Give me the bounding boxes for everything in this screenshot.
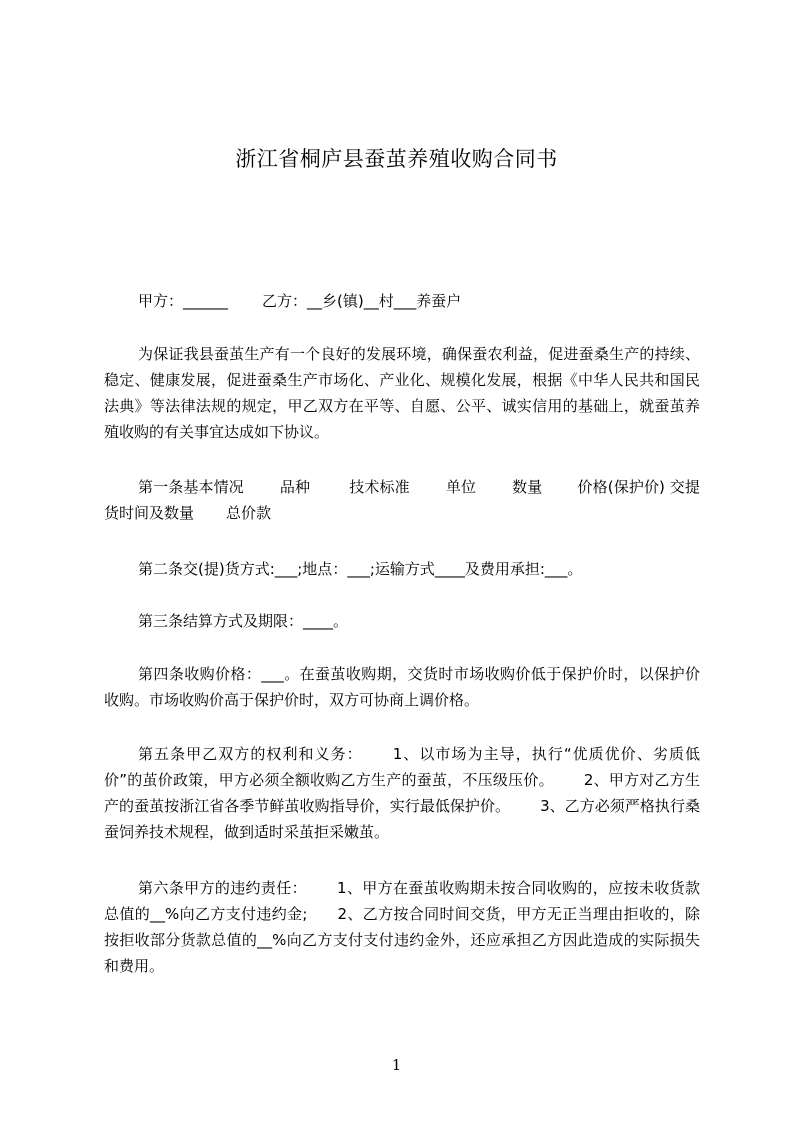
article-1-column: 技术标准 (349, 478, 410, 496)
article-2: 第二条交(提)货方式:___;地点：___;运输方式____及费用承担:___。 (138, 560, 583, 578)
article-1-column: 单位 (445, 478, 477, 496)
article-5-item: 2、甲方对乙方生产的蚕茧按浙江省各季节鲜茧收购指导价，实行最低保护价。 (104, 771, 700, 815)
party-a: 甲方：______ (138, 292, 229, 310)
article-1 (104, 474, 700, 526)
article-5-item: 1、以市场为主导，执行“优质优价、劣质低价”的茧价政策，甲方必须全额收购乙方生产的蚕茧，不压级压价。 (104, 745, 700, 789)
article-3: 第三条结算方式及期限：____。 (138, 612, 349, 630)
page-number: 1 (391, 1056, 402, 1074)
parties-line (104, 288, 700, 314)
article-1-column: 品种 (279, 478, 311, 496)
article-4: 第四条收购价格：___。在蚕茧收购期，交货时市场收购价低于保护价时，以保护价收购。市场收购价高于保护价时，双方可协商上调价格。 (104, 665, 700, 709)
document-title: 浙江省桐庐县蚕茧养殖收购合同书 (235, 147, 558, 171)
article-6-item: 1、甲方在蚕茧收购期未按合同收购的，应按未收货款总值的__%向乙方支付违约金; (104, 879, 700, 923)
intro-paragraph: 为保证我县蚕茧生产有一个良好的发展环境，确保蚕农利益，促进蚕桑生产的持续、稳定、健康发展，促进蚕桑生产市场化、产业化、规模化发展，根据《中华人民共和国民法典》等法律法规的规定，甲乙双方在平等、自愿、公平、诚实信用的基础上，就蚕茧养殖收购的有关事宜达成如下协议。 (104, 345, 700, 441)
article-5-heading: 第五条甲乙双方的权利和义务： (138, 745, 363, 763)
party-b: 乙方：__乡(镇)__村___养蚕户 (262, 292, 462, 310)
article-1-column: 交提货时间及数量 (104, 478, 700, 522)
article-6-heading: 第六条甲方的违约责任： (138, 879, 308, 897)
article-1-column: 总价款 (226, 504, 272, 522)
article-6-item: 2、乙方按合同时间交货，甲方无正当理由拒收的，除按拒收部分货款总值的__%向乙方支付支付违约金外，还应承担乙方因此造成的实际损失和费用。 (104, 905, 701, 975)
article-5-item: 3、乙方必须严格执行桑蚕饲养技术规程，做到适时采茧拒采嫩茧。 (104, 797, 700, 841)
article-6 (104, 875, 700, 979)
article-1-heading: 第一条基本情况 (138, 478, 244, 496)
article-1-column: 价格(保护价) (577, 478, 665, 496)
article-5 (104, 741, 700, 845)
article-1-column: 数量 (512, 478, 543, 496)
